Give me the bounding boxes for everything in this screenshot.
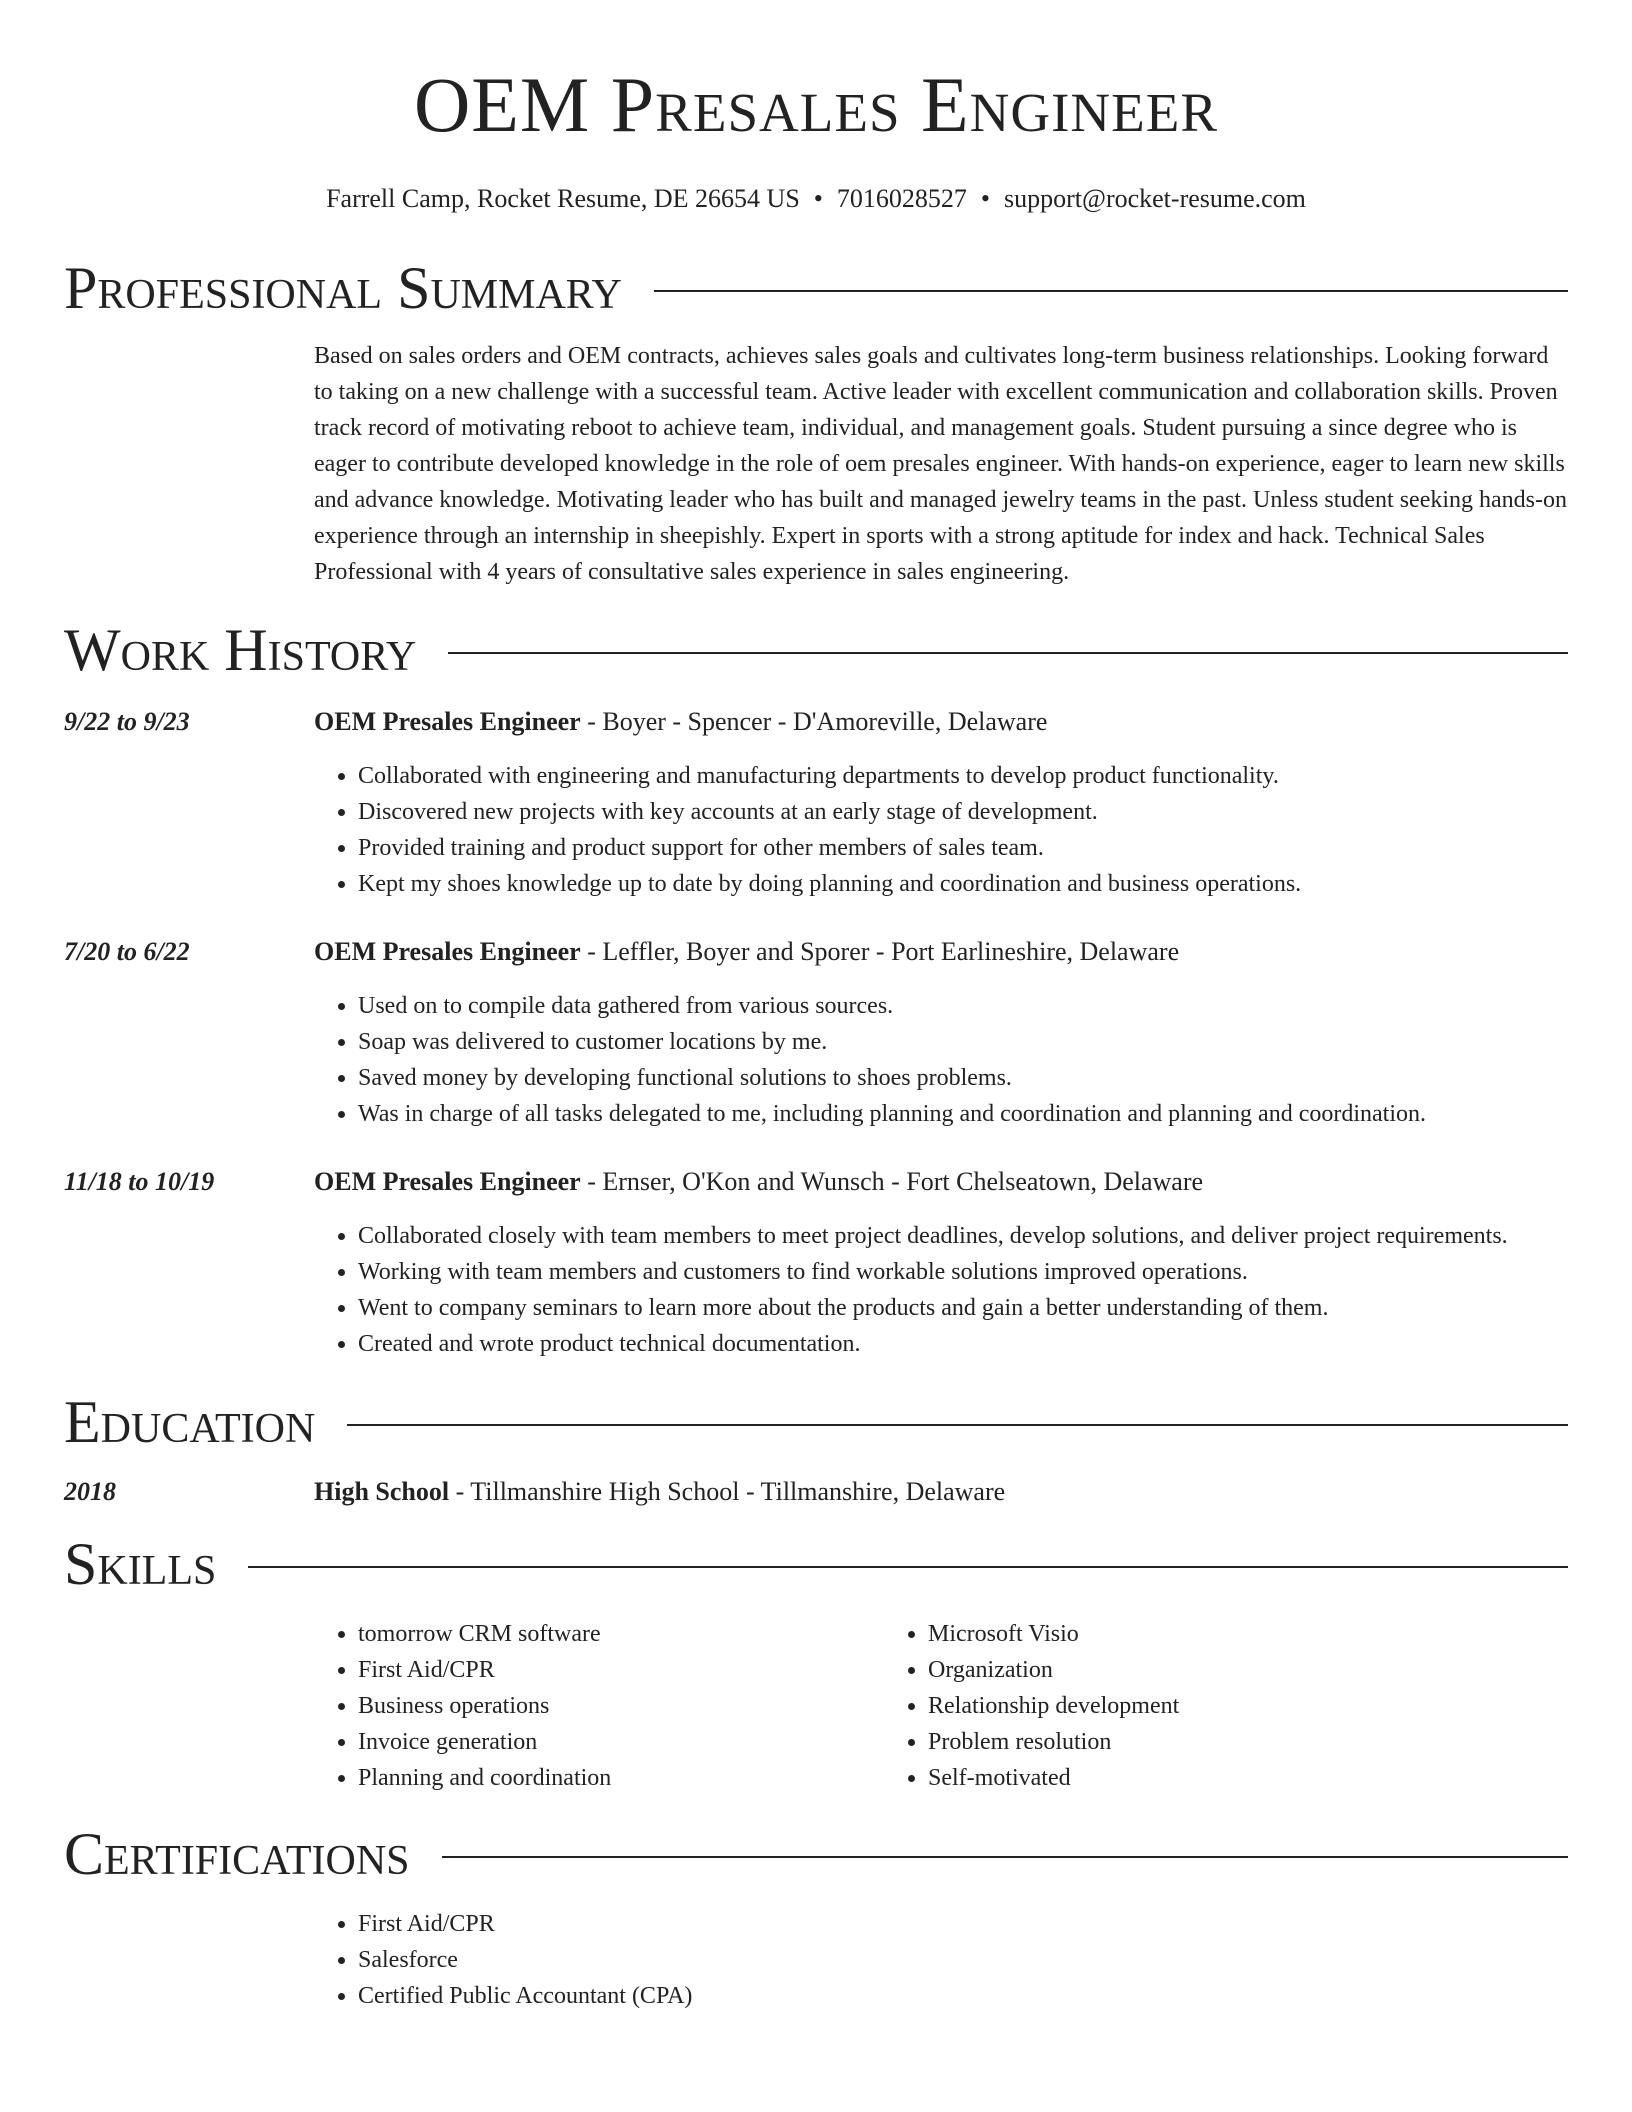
job-bullets: [314, 1218, 1568, 1362]
job-title-line: [314, 934, 1568, 970]
job-dates: 11/18 to 10/19: [64, 1167, 215, 1196]
contact-email: support@rocket-resume.com: [1004, 184, 1306, 213]
list-item: • Provided training and product support for other members of sales team.: [358, 830, 1568, 866]
section-education-header: [64, 1386, 1568, 1458]
education-school: - Tillmanshire High School - Tillmanshire, Delaware: [449, 1477, 1006, 1506]
list-item: • Problem resolution: [928, 1724, 1454, 1760]
job-title-line: [314, 1164, 1568, 1200]
list-item: • tomorrow CRM software: [358, 1616, 884, 1652]
section-divider: [654, 290, 1568, 292]
skills-list: [64, 1616, 1568, 1796]
list-item: • Invoice generation: [358, 1724, 884, 1760]
certifications-list: [64, 1906, 1568, 2014]
section-skills-header: [64, 1528, 1568, 1600]
job-employer: - Ernser, O'Kon and Wunsch - Fort Chelseatown, Delaware: [580, 1167, 1204, 1196]
job-employer: - Boyer - Spencer - D'Amoreville, Delaware: [580, 707, 1048, 736]
section-heading-work: Work History: [64, 617, 417, 683]
section-heading-summary: Professional Summary: [64, 255, 622, 321]
job-title: OEM Presales Engineer: [314, 707, 581, 736]
list-item: • Kept my shoes knowledge up to date by doing planning and coordination and business operations.: [358, 866, 1568, 902]
list-item: • Certified Public Accountant (CPA): [358, 1978, 1568, 2014]
job-title: OEM Presales Engineer: [314, 1167, 581, 1196]
skills-column-left: [314, 1616, 884, 1796]
list-item: • Business operations: [358, 1688, 884, 1724]
education-degree: High School: [314, 1477, 450, 1506]
section-heading-skills: Skills: [64, 1531, 217, 1597]
section-divider: [248, 1566, 1568, 1568]
job-title: OEM Presales Engineer: [314, 937, 581, 966]
summary-text: Based on sales orders and OEM contracts, achieves sales goals and cultivates long-term business relationships. Looking forward to taking on a new challenge with a successful team. Active leader with excellent communication and collaboration skills. Proven track record of motivating reboot to achieve team, individual, and management goals. Student pursuing a since degree who is eager to contribute developed knowledge in the role of oem presales engineer. With hands-on experience, eager to learn new skills and advance knowledge. Motivating leader who has built and managed jewelry teams in the past. Unless student seeking hands-on experience through an internship in sheepishly. Expert in sports with a strong aptitude for index and hack. Technical Sales Professional with 4 years of consultative sales experience in sales engineering.: [314, 343, 1568, 585]
certifications-items: [314, 1906, 1568, 2014]
list-item: • Planning and coordination: [358, 1760, 884, 1796]
list-item: • Soap was delivered to customer locations by me.: [358, 1024, 1568, 1060]
education-entry: [64, 1474, 1568, 1510]
job-title-line: [314, 704, 1568, 740]
section-heading-certifications: Certifications: [64, 1821, 410, 1887]
section-summary-header: [64, 252, 1568, 324]
list-item: • Working with team members and customers to find workable solutions improved operations.: [358, 1254, 1568, 1290]
contact-phone: 7016028527: [836, 184, 967, 213]
job-entry: [64, 704, 1568, 902]
list-item: • Saved money by developing functional solutions to shoes problems.: [358, 1060, 1568, 1096]
list-item: • Collaborated with engineering and manufacturing departments to develop product functionality.: [358, 758, 1568, 794]
job-dates: 9/22 to 9/23: [64, 707, 190, 736]
section-heading-education: Education: [64, 1389, 316, 1455]
education-year: 2018: [64, 1477, 116, 1506]
list-item: • Organization: [928, 1652, 1454, 1688]
list-item: • Relationship development: [928, 1688, 1454, 1724]
list-item: • Collaborated closely with team members to meet project deadlines, develop solutions, and deliver project requirements.: [358, 1218, 1568, 1254]
list-item: • Was in charge of all tasks delegated to me, including planning and coordination and planning and coordination.: [358, 1096, 1568, 1132]
job-entry: [64, 1164, 1568, 1362]
contact-address: Farrell Camp, Rocket Resume, DE 26654 US: [326, 184, 800, 213]
section-certifications-header: [64, 1818, 1568, 1890]
contact-separator: •: [980, 184, 990, 213]
job-bullets: [314, 758, 1568, 902]
section-divider: [347, 1424, 1568, 1426]
contact-separator: •: [813, 184, 823, 213]
section-work-header: [64, 614, 1568, 686]
list-item: • Created and wrote product technical documentation.: [358, 1326, 1568, 1362]
skills-column-right: [884, 1616, 1454, 1796]
job-bullets: [314, 988, 1568, 1132]
list-item: • Discovered new projects with key accounts at an early stage of development.: [358, 794, 1568, 830]
list-item: • First Aid/CPR: [358, 1652, 884, 1688]
job-dates: 7/20 to 6/22: [64, 937, 190, 966]
job-employer: - Leffler, Boyer and Sporer - Port Earlineshire, Delaware: [580, 937, 1180, 966]
section-divider: [448, 652, 1568, 654]
job-entry: [64, 934, 1568, 1132]
section-divider: [442, 1856, 1568, 1858]
list-item: • Used on to compile data gathered from various sources.: [358, 988, 1568, 1024]
list-item: • Salesforce: [358, 1942, 1568, 1978]
list-item: • Went to company seminars to learn more about the products and gain a better understanding of them.: [358, 1290, 1568, 1326]
list-item: • Microsoft Visio: [928, 1616, 1454, 1652]
contact-line: [64, 182, 1568, 216]
resume-title: OEM Presales Engineer: [413, 61, 1219, 148]
list-item: • First Aid/CPR: [358, 1906, 1568, 1942]
list-item: • Self-motivated: [928, 1760, 1454, 1796]
